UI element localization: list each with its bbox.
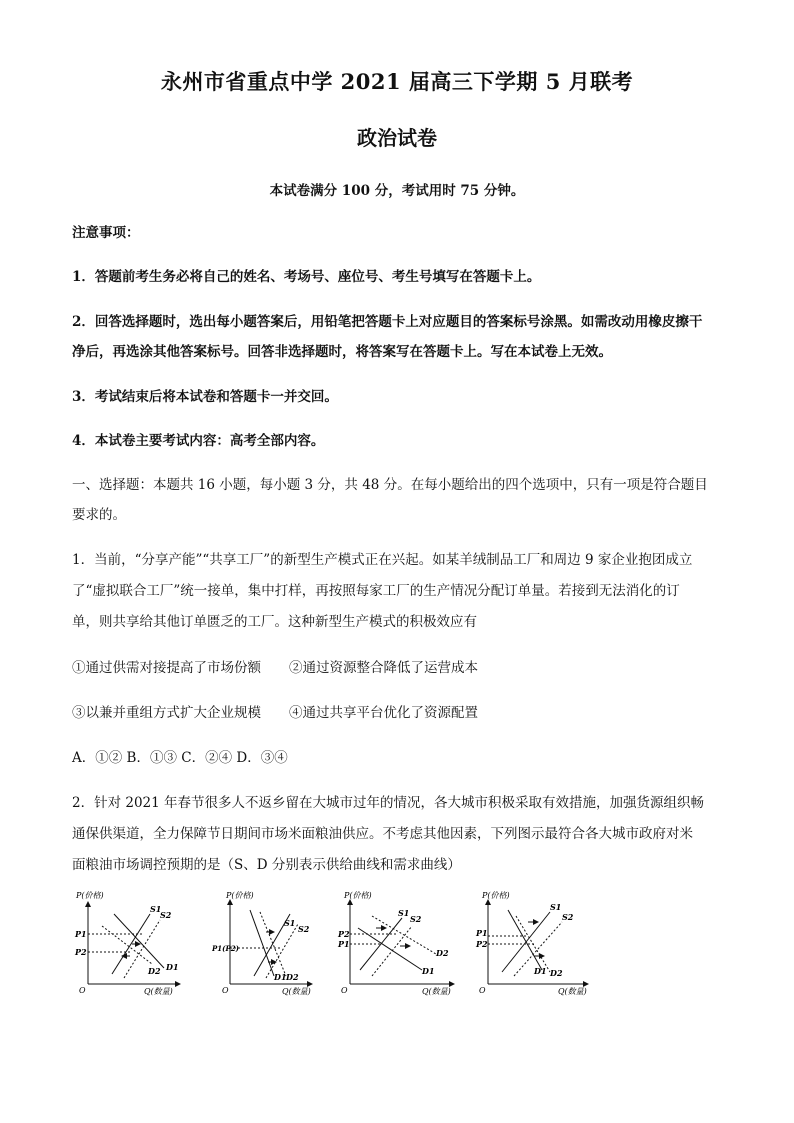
label-d2: D2 [436,948,449,958]
question-1-line-1: 1．当前，“分享产能”“共享工厂”的新型生产模式正在兴起。如某羊绒制品工厂和周边 9 家企业抱团成立 [72,552,693,568]
label-p1-p2: P1(P2) [212,944,239,953]
demand-curve-d1 [250,910,274,976]
notice-heading: 注意事项： [72,225,140,241]
x-axis-label: Q(数量) [422,987,451,996]
label-p2: P2 [75,947,87,957]
question-1-options-row-1 [72,659,722,677]
exam-info: 本试卷满分 100 分，考试用时 75 分钟。 [269,183,525,199]
section-1-line-2: 要求的。 [72,507,126,523]
label-s2: S2 [298,924,310,934]
label-d1: D1 [166,962,179,972]
label-s2: S2 [562,912,574,922]
label-p2: P2 [476,939,488,949]
label-d1: D1 [274,972,287,982]
option-3: ③以兼并重组方式扩大企业规模 [72,705,261,721]
label-d2: D2 [286,972,299,982]
notice-item-3: 3．考试结束后将本试卷和答题卡一并交回。 [72,389,338,405]
demand-curve-d2 [102,926,152,964]
notice-item-2-line-1: 2．回答选择题时，选出每小题答案后，用铅笔把答题卡上对应题目的答案标号涂黑。如需改动用橡皮擦干 [72,314,703,330]
supply-demand-graph-a [74,888,194,996]
label-d2: D2 [550,968,563,978]
label-p2: P2 [338,929,350,939]
origin-label: O [479,986,486,995]
y-axis-label: P(价格) [482,891,510,900]
label-s1: S1 [150,904,162,914]
supply-demand-graph-d [474,888,598,996]
label-s2: S2 [160,910,172,920]
section-1-line-1: 一、选择题：本题共 16 小题，每小题 3 分，共 48 分。在每小题给出的四个选项中，只有一项是符合题目 [72,477,708,493]
exam-title: 永州市省重点中学 2021 届高三下学期 5 月联考 [160,69,634,94]
x-axis-label: Q(数量) [558,987,587,996]
label-d1: D1 [422,966,435,976]
label-d2: D2 [148,966,161,976]
label-s1: S1 [550,902,562,912]
supply-demand-graph-b [212,888,320,996]
y-axis-label: P(价格) [344,891,372,900]
option-1: ①通过供需对接提高了市场份额 [72,660,261,676]
label-p1: P1 [75,929,87,939]
option-4: ④通过共享平台优化了资源配置 [289,705,478,721]
origin-label: O [222,986,229,995]
origin-label: O [79,986,86,995]
label-s1: S1 [284,918,296,928]
x-axis-label: Q(数量) [144,987,173,996]
question-1-options-row-2 [72,704,722,722]
question-2-line-1: 2．针对 2021 年春节很多人不返乡留在大城市过年的情况，各大城市积极采取有效措施，加强货源组织畅 [72,795,705,811]
exam-subject: 政治试卷 [357,126,437,150]
label-d1: D1 [534,966,547,976]
notice-item-2-line-2: 净后，再选涂其他答案标号。回答非选择题时，将答案写在答题卡上。写在本试卷上无效。 [72,344,612,360]
option-2: ②通过资源整合降低了运营成本 [289,660,478,676]
notice-item-4: 4．本试卷主要考试内容：高考全部内容。 [72,433,325,449]
demand-curve-d2 [372,916,436,954]
demand-curve-d1 [508,910,542,970]
supply-demand-graph-c [336,888,464,996]
question-2-line-3: 面粮油市场调控预期的是（S、D 分别表示供给曲线和需求曲线） [72,857,461,873]
label-p1: P1 [338,939,350,949]
question-1-answers: A．①② B．①③ C．②④ D．③④ [72,750,288,766]
question-1-line-3: 单，则共享给其他订单匮乏的工厂。这种新型生产模式的积极效应有 [72,614,477,630]
question-1-line-2: 了“虚拟联合工厂”统一接单，集中打样，再按照每家工厂的生产情况分配订单量。若接到无法消化的订 [72,583,680,599]
y-axis-label: P(价格) [76,891,104,900]
y-axis-label: P(价格) [226,891,254,900]
question-2-line-2: 通保供渠道，全力保障节日期间市场米面粮油供应。不考虑其他因素，下列图示最符合各大城市政府对米 [72,826,693,842]
x-axis-label: Q(数量) [282,987,311,996]
supply-curve-s1 [112,914,150,974]
origin-label: O [341,986,348,995]
notice-item-1: 1．答题前考生务必将自己的姓名、考场号、座位号、考生号填写在答题卡上。 [72,269,541,285]
label-s2: S2 [410,914,422,924]
label-p1: P1 [476,928,488,938]
label-s1: S1 [398,908,410,918]
